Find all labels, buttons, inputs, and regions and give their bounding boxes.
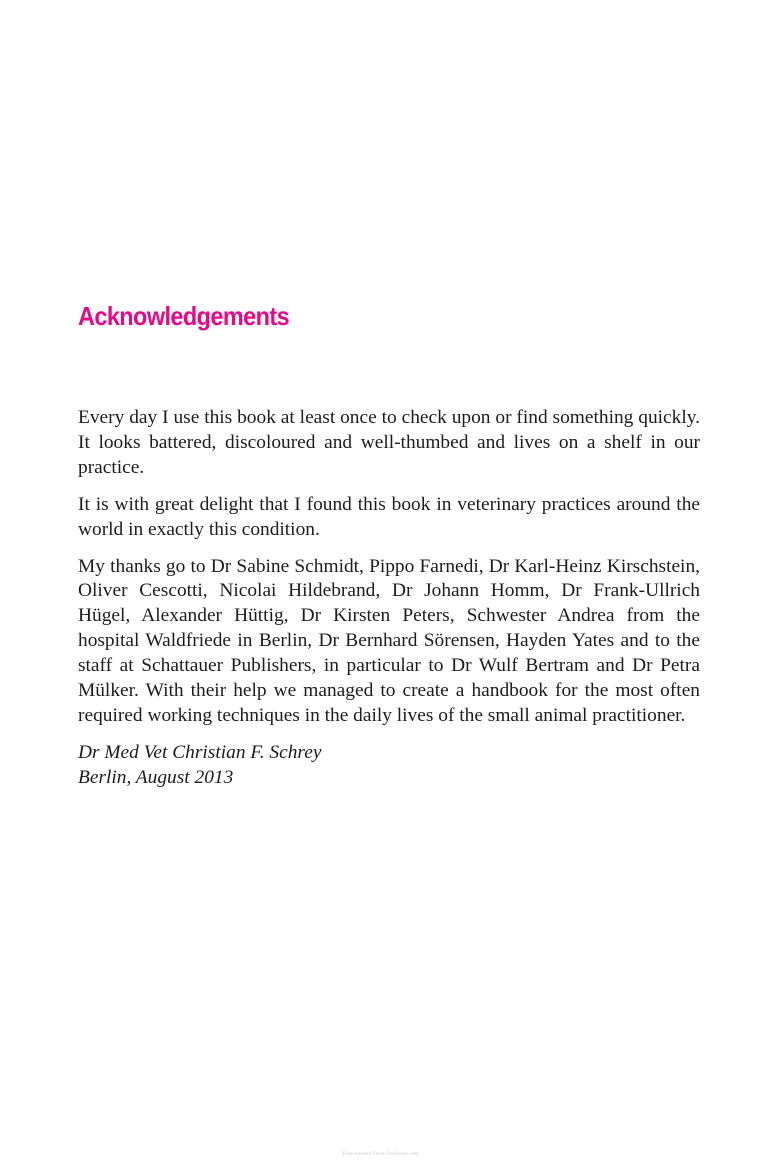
paragraph-1: Every day I use this book at least once to check upon or find something quickly. It looks battered, discoloured and well-thumbed and lives on a shelf in our practice.	[78, 407, 700, 478]
paragraph-3: My thanks go to Dr Sabine Schmidt, Pippo Farnedi, Dr Karl-Heinz Kirschstein, Oliver Cescotti, Nicolai Hildebrand, Dr Johann Homm, Dr Frank-Ullrich Hügel, Alexander Hüttig, Dr Kirsten Peters, Schwester Andrea from the hospital Waldfriede in Berlin, Dr Bernhard Sörensen, Hayden Yates and to the staff at Schattauer Publishers, in particular to Dr Wulf Bertram and Dr Petra Mülker. With their help we managed to create a handbook for the most often required working techniques in the daily lives of the small animal practitioner.	[78, 555, 700, 726]
signature-name: Dr Med Vet Christian F. Schrey	[78, 741, 322, 763]
signature-place-date: Berlin, August 2013	[78, 766, 234, 788]
page-title: Acknowledgements	[78, 301, 290, 331]
signature-block	[78, 741, 700, 791]
body-text	[78, 406, 700, 803]
paragraph-2: It is with great delight that I found this book in veterinary practices around the world in exactly this condition.	[78, 493, 700, 540]
footer-watermark: Downloaded From VetBooks.com	[342, 1152, 420, 1157]
